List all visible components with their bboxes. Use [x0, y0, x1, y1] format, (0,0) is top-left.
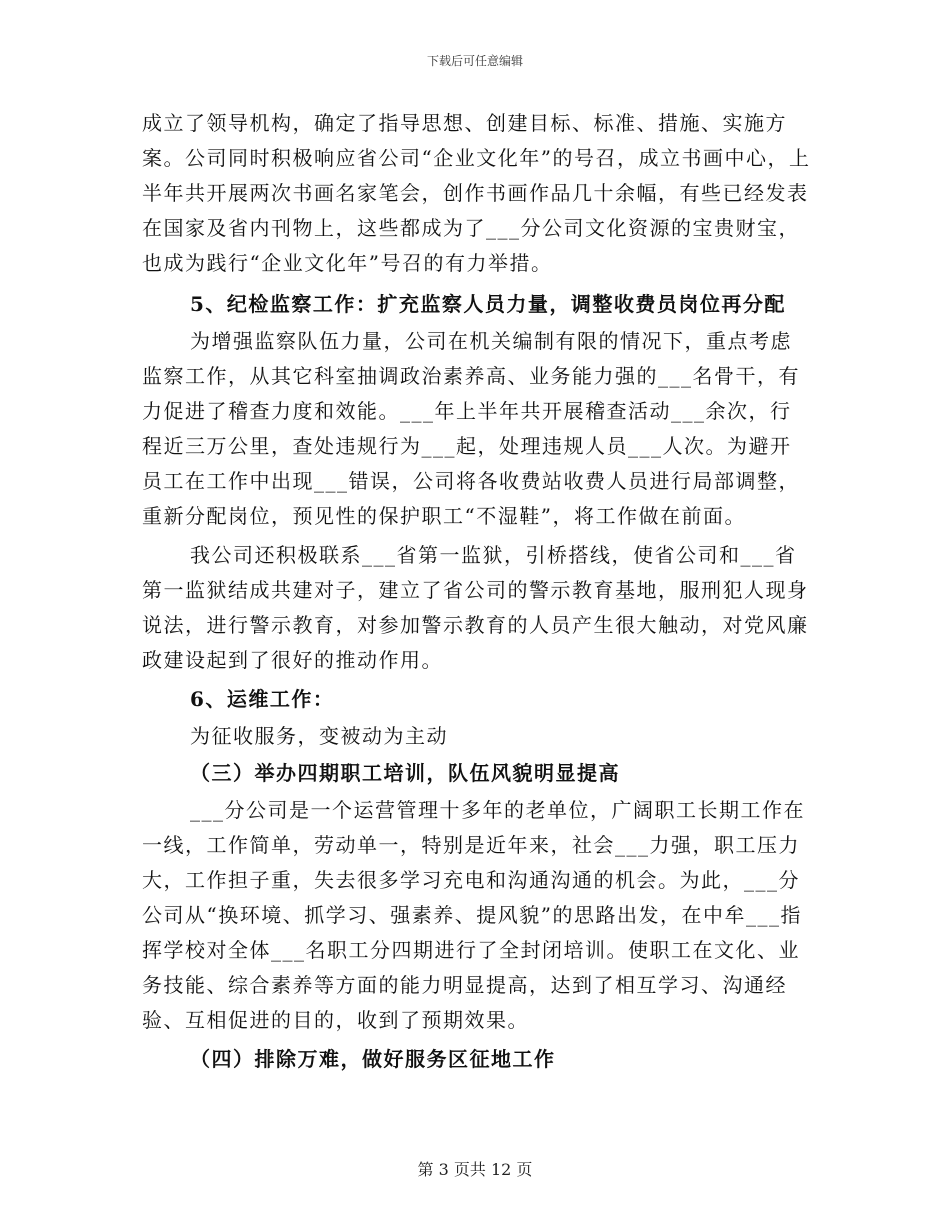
document-body — [142, 106, 812, 1077]
paragraph-training: ___分公司是一个运营管理十多年的老单位，广阔职工长期工作在一线，工作简单，劳动单一，特别是近年来，社会___力强，职工压力大，工作担子重，失去很多学习充电和沟通沟通的机会。为此，___分公司从“换环境、抓学习、强素养、提风貌”的思路出发，在中牟___指挥学校对全体___名职工分四期进行了全封闭培训。使职工在文化、业务技能、综合素养等方面的能力明显提高，达到了相互学习、沟通经验、互相促进的目的，收到了预期效果。 — [142, 798, 805, 1032]
paragraph-inspection: 为增强监察队伍力量，公司在机关编制有限的情况下，重点考虑监察工作，从其它科室抽调政治素养高、业务能力强的___名骨干，有力促进了稽查力度和效能。___年上半年共开展稽查活动___余次，行程近三万公里，查处违规行为___起，处理违规人员___人次。为避开员工在工作中出现___错误，公司将各收费站收费人员进行局部调整，重新分配岗位，预见性的保护职工“不湿鞋”，将工作做在前面。 — [142, 329, 800, 528]
heading-operations: 6、运维工作： — [190, 687, 335, 711]
heading-training: （三）举办四期职工培训，队伍风貌明显提高 — [190, 761, 620, 785]
paragraph-warning-education: 我公司还积极联系___省第一监狱，引桥搭线，使省公司和___省第一监狱结成共建对子，建立了省公司的警示教育基地，服刑犯人现身说法，进行警示教育，对参加警示教育的人员产生很大触动，对党风廉政建设起到了很好的推动作用。 — [142, 543, 809, 672]
page-footer: 第 3 页共 12 页 — [417, 1160, 533, 1179]
paragraph-culture: 成立了领导机构，确定了指导思想、创建目标、标准、措施、实施方案。公司同时积极响应省公司“企业文化年”的号召，成立书画中心，上半年共开展两次书画名家笔会，创作书画作品几十余幅，有些已经发表在国家及省内刊物上，这些都成为了___分公司文化资源的宝贵财宝，也成为践行“企业文化年”号召的有力举措。 — [142, 111, 811, 275]
page-header: 下载后可任意编辑 — [426, 54, 523, 68]
heading-land-acquisition: （四）排除万难，做好服务区征地工作 — [190, 1047, 556, 1071]
heading-discipline-inspection: 5、纪检监察工作：扩充监察人员力量，调整收费员岗位再分配 — [190, 292, 786, 316]
paragraph-operations: 为征收服务，变被动为主动 — [190, 724, 448, 748]
